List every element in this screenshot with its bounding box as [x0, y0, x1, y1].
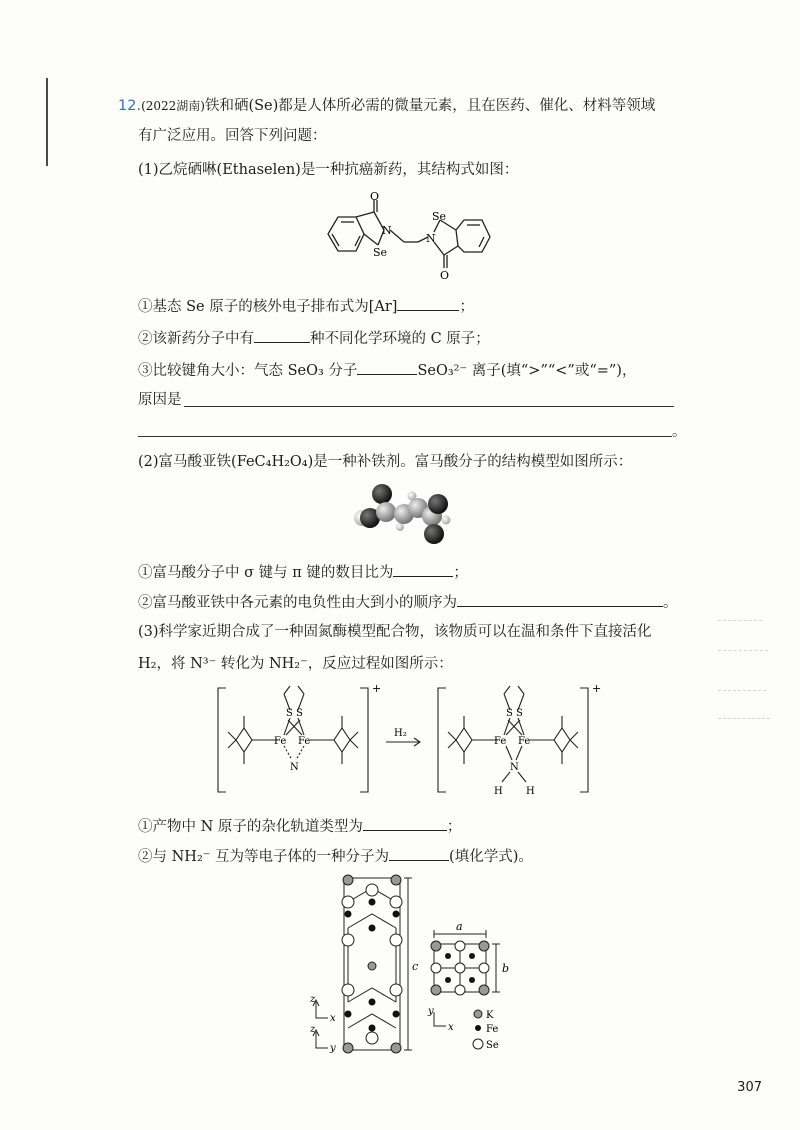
- charge-right: +: [592, 682, 602, 695]
- answer-line-reason-1[interactable]: [184, 406, 674, 407]
- atom-c: [376, 502, 396, 522]
- atom-se: [431, 963, 441, 973]
- charge-left: +: [372, 682, 382, 695]
- answer-blank-1-1[interactable]: [397, 296, 459, 311]
- atom-se: [455, 985, 465, 995]
- part2-q2-suffix: 。: [663, 595, 678, 611]
- label-se-left: Se: [373, 246, 388, 259]
- atom-h: [396, 523, 404, 531]
- legend-se-marker: [473, 1039, 483, 1049]
- atom-k: [391, 1043, 401, 1053]
- atom-k: [431, 941, 441, 951]
- label-c: c: [412, 960, 419, 973]
- part2-q1: [138, 562, 468, 583]
- atom-o: [372, 484, 392, 504]
- part1-q3-mid: SeO₃²⁻ 离子(填“>”“<”或“=”)，: [417, 363, 637, 379]
- question-intro-line1: 铁和硒(Se)都是人体所必需的微量元素，且在医药、催化、材料等领域: [204, 98, 656, 114]
- atom-fe: [345, 1011, 352, 1018]
- part1-q3-end: 。: [672, 424, 687, 440]
- axis-label-x: x: [330, 1013, 336, 1024]
- question-intro-line2: 有广泛应用。回答下列问题：: [138, 128, 327, 144]
- margin-ruling: [718, 690, 766, 691]
- atom-k: [479, 985, 489, 995]
- label-b: b: [502, 962, 510, 975]
- atom-fe: [445, 953, 451, 959]
- question-number: 12.: [118, 98, 142, 114]
- axis-label-x: x: [448, 1022, 454, 1033]
- fumaric-acid-model: [348, 478, 468, 550]
- part2-title: (2)富马酸亚铁(FeC₄H₂O₄)是一种补铁剂。富马酸分子的结构模型如图所示：: [138, 454, 633, 470]
- label-n-right: N: [426, 232, 436, 245]
- ethaselen-structure: [318, 190, 498, 282]
- label-n: N: [290, 762, 299, 773]
- label-fe: Fe: [274, 736, 287, 747]
- label-s: S: [516, 708, 523, 719]
- part1-q2: [138, 328, 490, 349]
- label-s: S: [506, 708, 513, 719]
- atom-se: [455, 941, 465, 951]
- part3-q1-text: ①产物中 N 原子的杂化轨道类型为: [138, 819, 363, 835]
- label-se-right: Se: [432, 210, 447, 223]
- atom-se: [366, 884, 378, 896]
- atom-k: [343, 875, 353, 885]
- part1-q1-text: ①基态 Se 原子的核外电子排布式为[Ar]: [138, 299, 398, 315]
- margin-ruling: [718, 620, 762, 621]
- atom-o: [424, 524, 444, 544]
- atom-fe: [369, 1025, 376, 1032]
- part1-q2-text: ②该新药分子中有: [138, 331, 254, 347]
- atom-fe: [445, 977, 451, 983]
- answer-line-reason-2[interactable]: [138, 436, 672, 437]
- atom-k: [368, 962, 376, 970]
- answer-blank-3-2[interactable]: [389, 846, 449, 861]
- answer-blank-2-2[interactable]: [457, 592, 663, 607]
- label-o-bottom: O: [440, 269, 450, 282]
- part1-q3-text: ③比较键角大小：气态 SeO₃ 分子: [138, 363, 358, 379]
- atom-se: [479, 963, 489, 973]
- atom-fe: [469, 977, 475, 983]
- atom-se: [455, 963, 465, 973]
- atom-se: [342, 984, 354, 996]
- atom-k: [479, 941, 489, 951]
- answer-blank-1-2[interactable]: [254, 328, 310, 343]
- axis-label-z: z: [310, 994, 316, 1005]
- axis-label-y: y: [428, 1006, 434, 1017]
- label-h2-reagent: H₂: [394, 728, 407, 739]
- atom-fe: [393, 1011, 400, 1018]
- part3-title-line2: H₂，将 N³⁻ 转化为 NH₂⁻，反应过程如图所示：: [138, 656, 453, 672]
- part1-title: (1)乙烷硒啉(Ethaselen)是一种抗癌新药，其结构式如图：: [138, 162, 519, 178]
- atom-o: [428, 494, 448, 514]
- label-h: H: [494, 786, 503, 797]
- margin-rule: [46, 78, 48, 166]
- atom-h: [408, 492, 417, 501]
- atom-fe: [369, 999, 376, 1006]
- atom-fe: [469, 953, 475, 959]
- atom-fe: [345, 911, 352, 918]
- label-n: N: [510, 762, 519, 773]
- legend-k-marker: [474, 1010, 482, 1018]
- part2-q1-suffix: ；: [453, 565, 468, 581]
- atom-fe: [393, 911, 400, 918]
- legend-se: Se: [486, 1040, 499, 1051]
- atom-fe: [369, 899, 376, 906]
- question-header: [118, 96, 655, 116]
- atom-k: [343, 1043, 353, 1053]
- answer-blank-3-1[interactable]: [363, 816, 447, 831]
- margin-ruling: [718, 650, 768, 651]
- part3-q1: [138, 816, 461, 837]
- part3-title-line1: (3)科学家近期合成了一种固氮酶模型配合物，该物质可以在温和条件下直接活化: [138, 624, 652, 640]
- question-source: (2022湖南): [141, 99, 205, 113]
- part3-q2: [138, 846, 533, 867]
- label-h: H: [526, 786, 535, 797]
- atom-se: [390, 984, 402, 996]
- crystal-structure-figure: [300, 872, 520, 1058]
- label-o-top: O: [370, 190, 380, 203]
- part3-q2-suffix: (填化学式)。: [449, 849, 533, 865]
- part3-q2-text: ②与 NH₂⁻ 互为等电子体的一种分子为: [138, 849, 390, 865]
- label-fe: Fe: [518, 736, 531, 747]
- part1-q1: [138, 296, 474, 317]
- part1-q1-suffix: ；: [459, 299, 474, 315]
- axis-label-y: y: [330, 1043, 336, 1054]
- page-number: 307: [737, 1080, 762, 1095]
- atom-se: [366, 1032, 378, 1044]
- atom-se: [342, 896, 354, 908]
- axis-label-z: z: [310, 1024, 316, 1035]
- legend-fe: Fe: [486, 1024, 499, 1035]
- part2-q2: [138, 592, 678, 613]
- part1-q3-reason-label: 原因是: [138, 392, 182, 408]
- part2-q1-text: ①富马酸分子中 σ 键与 π 键的数目比为: [138, 565, 394, 581]
- atom-se: [342, 934, 354, 946]
- part2-q2-text: ②富马酸亚铁中各元素的电负性由大到小的顺序为: [138, 595, 457, 611]
- margin-ruling: [718, 718, 770, 719]
- atom-h: [442, 516, 451, 525]
- legend-k: K: [486, 1010, 494, 1021]
- label-s: S: [286, 708, 293, 719]
- atom-k: [431, 985, 441, 995]
- legend-fe-marker: [475, 1025, 481, 1031]
- label-n-left: N: [382, 224, 392, 237]
- part1-q2-suffix: 种不同化学环境的 C 原子；: [310, 331, 490, 347]
- atom-fe: [369, 925, 376, 932]
- answer-blank-2-1[interactable]: [393, 562, 453, 577]
- answer-blank-1-3[interactable]: [357, 360, 417, 375]
- label-fe: Fe: [298, 736, 311, 747]
- part3-q1-suffix: ；: [446, 819, 462, 835]
- atom-k: [391, 875, 401, 885]
- reaction-scheme: [214, 680, 604, 800]
- atom-se: [390, 896, 402, 908]
- atom-se: [390, 934, 402, 946]
- label-fe: Fe: [494, 736, 507, 747]
- label-s: S: [296, 708, 303, 719]
- part1-q3: [138, 360, 636, 381]
- label-a: a: [456, 920, 463, 933]
